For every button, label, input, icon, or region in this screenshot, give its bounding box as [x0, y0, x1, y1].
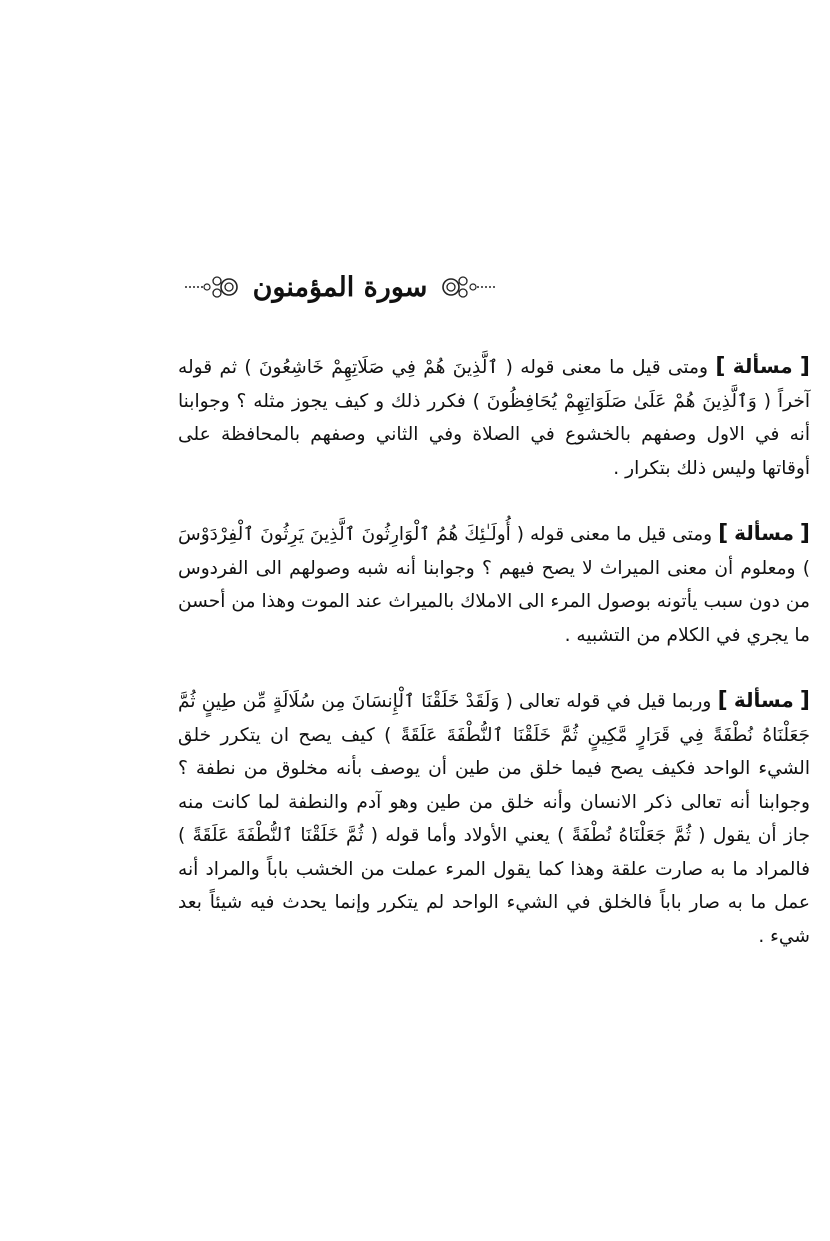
- text-segment: ثم قوله آخراً: [178, 357, 810, 412]
- text-segment: فكرر ذلك و كيف يجوز مثله ؟ وجوابنا أنه في الاول وصفهم بالخشوع في الصلاة وفي الثاني وصفهم بالمحافظة على أوقاتها وليس ذلك بتكرار .: [178, 390, 810, 479]
- quran-quote: ( ثُمَّ جَعَلْنَاهُ نُطْفَةً ): [557, 825, 706, 846]
- open-bracket: [: [799, 688, 810, 713]
- quran-quote: ( أُولَـٰئِكَ هُمُ ٱلْوَارِثُونَ ٱلَّذِينَ يَرِثُونَ ٱلْفِرْدَوْسَ ): [178, 524, 810, 579]
- text-segment: ومتى قيل ما معنى قوله: [529, 524, 713, 545]
- masala-label: مسألة: [733, 688, 794, 712]
- quran-quote: ( ٱلَّذِينَ هُمْ فِي صَلَاتِهِمْ خَاشِعُونَ ): [244, 357, 513, 378]
- close-bracket: ]: [718, 521, 729, 546]
- right-ornament-icon: [183, 272, 245, 302]
- paragraph-3: [178, 684, 810, 953]
- surah-heading: [180, 262, 500, 312]
- text-segment: كيف يصح ان يتكرر خلق الشيء الواحد فكيف يصح فيما خلق من طين أن يوصف بأنه مخلوق من نطفة ؟ وجوابنا أنه تعالى ذكر الانسان وأنه خلق من طين وهو آدم والنطفة لما كانت منه جاز أن يقول: [178, 724, 810, 846]
- quran-quote: ( وَٱلَّذِينَ هُمْ عَلَىٰ صَلَوَاتِهِمْ يُحَافِظُونَ ): [472, 390, 772, 412]
- paragraph-2: [178, 517, 810, 652]
- masala-label: مسألة: [734, 521, 794, 545]
- close-bracket: ]: [717, 688, 728, 713]
- document-body: [178, 350, 810, 985]
- text-segment: فالمراد ما به صارت علقة وهذا كما يقول المرء عملت من الخشب باباً والمراد أنه عمل ما به صار باباً فالخلق في الشيء الواحد لم يتكرر وإنما يحدث فيه شيئاً بعد شيء .: [178, 858, 810, 947]
- open-bracket: [: [799, 354, 810, 379]
- masala-label: مسألة: [732, 354, 793, 378]
- text-segment: ومتى قيل ما معنى قوله: [520, 357, 708, 378]
- surah-title: سورة المؤمنون: [252, 271, 428, 303]
- close-bracket: ]: [715, 354, 726, 379]
- text-segment: ومعلوم أن معنى الميراث لا يصح فيهم ؟ وجوابنا أنه شبه وصولهم الى الفردوس من دون سبب يأتونه بوصول المرء الى الاملاك بالميراث عند الموت وهذا من أحسن ما يجري في الكلام من التشبيه .: [178, 557, 810, 646]
- paragraph-1: [178, 350, 810, 485]
- text-segment: وربما قيل في قوله تعالى: [519, 691, 712, 712]
- quran-quote: ( ثُمَّ خَلَقْنَا ٱلنُّطْفَةَ عَلَقَةً ): [178, 825, 379, 846]
- left-ornament-icon: [435, 272, 497, 302]
- text-segment: يعني الأولاد وأما قوله: [385, 825, 550, 846]
- open-bracket: [: [799, 521, 810, 546]
- quran-quote: ( وَلَقَدْ خَلَقْنَا ٱلْإِنسَانَ مِن سُلَالَةٍ مِّن طِينٍ ثُمَّ جَعَلْنَاهُ نُطْفَةً فِي قَرَارٍ مَّكِينٍ ثُمَّ خَلَقْنَا ٱلنُّطْفَةَ عَلَقَةً ): [178, 691, 810, 746]
